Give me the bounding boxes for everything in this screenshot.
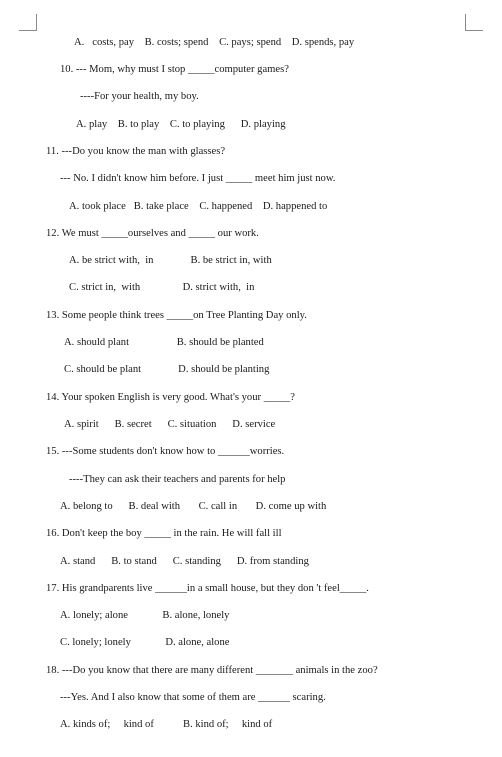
options-line: C. strict in, with D. strict with, in — [69, 282, 255, 293]
options-line: A. lonely; alone B. alone, lonely — [60, 610, 230, 621]
crop-mark-left-horizontal — [19, 30, 37, 31]
question-13: 13. Some people think trees _____on Tree Planting Day only. — [46, 310, 307, 321]
question-15: 15. ---Some students don't know how to ______worries. — [46, 446, 285, 457]
options-line: A. spirit B. secret C. situation D. service — [64, 419, 276, 430]
crop-mark-right-horizontal — [465, 30, 483, 31]
options-line: C. should be plant D. should be planting — [64, 364, 270, 375]
options-line: A. should plant B. should be planted — [64, 337, 264, 348]
options-line: A. took place B. take place C. happened D. happened to — [69, 201, 328, 212]
question-12: 12. We must _____ourselves and _____ our work. — [46, 228, 259, 239]
crop-mark-right-vertical — [465, 14, 466, 31]
answer-line: ----They can ask their teachers and parents for help — [69, 474, 286, 485]
question-11: 11. ---Do you know the man with glasses? — [46, 146, 226, 157]
answer-line: ----For your health, my boy. — [80, 91, 199, 102]
options-line: A. belong to B. deal with C. call in D. come up with — [60, 501, 327, 512]
question-17: 17. His grandparents live ______in a small house, but they don 't feel_____. — [46, 583, 369, 594]
crop-mark-left-vertical — [36, 14, 37, 31]
answer-line: ---Yes. And I also know that some of them are ______ scaring. — [60, 692, 326, 703]
question-18: 18. ---Do you know that there are many different _______ animals in the zoo? — [46, 665, 378, 676]
question-14: 14. Your spoken English is very good. What's your _____? — [46, 392, 295, 403]
answer-line: --- No. I didn't know him before. I just _____ meet him just now. — [60, 173, 336, 184]
options-line: A. be strict with, in B. be strict in, with — [69, 255, 272, 266]
options-line: A. kinds of; kind of B. kind of; kind of — [60, 719, 273, 730]
question-16: 16. Don't keep the boy _____ in the rain. He will fall ill — [46, 528, 282, 539]
options-line: A. stand B. to stand C. standing D. from standing — [60, 556, 309, 567]
options-line: A. costs, pay B. costs; spend C. pays; spend D. spends, pay — [74, 37, 355, 48]
question-10: 10. --- Mom, why must I stop _____computer games? — [60, 64, 289, 75]
options-line: A. play B. to play C. to playing D. playing — [76, 119, 286, 130]
options-line: C. lonely; lonely D. alone, alone — [60, 637, 230, 648]
